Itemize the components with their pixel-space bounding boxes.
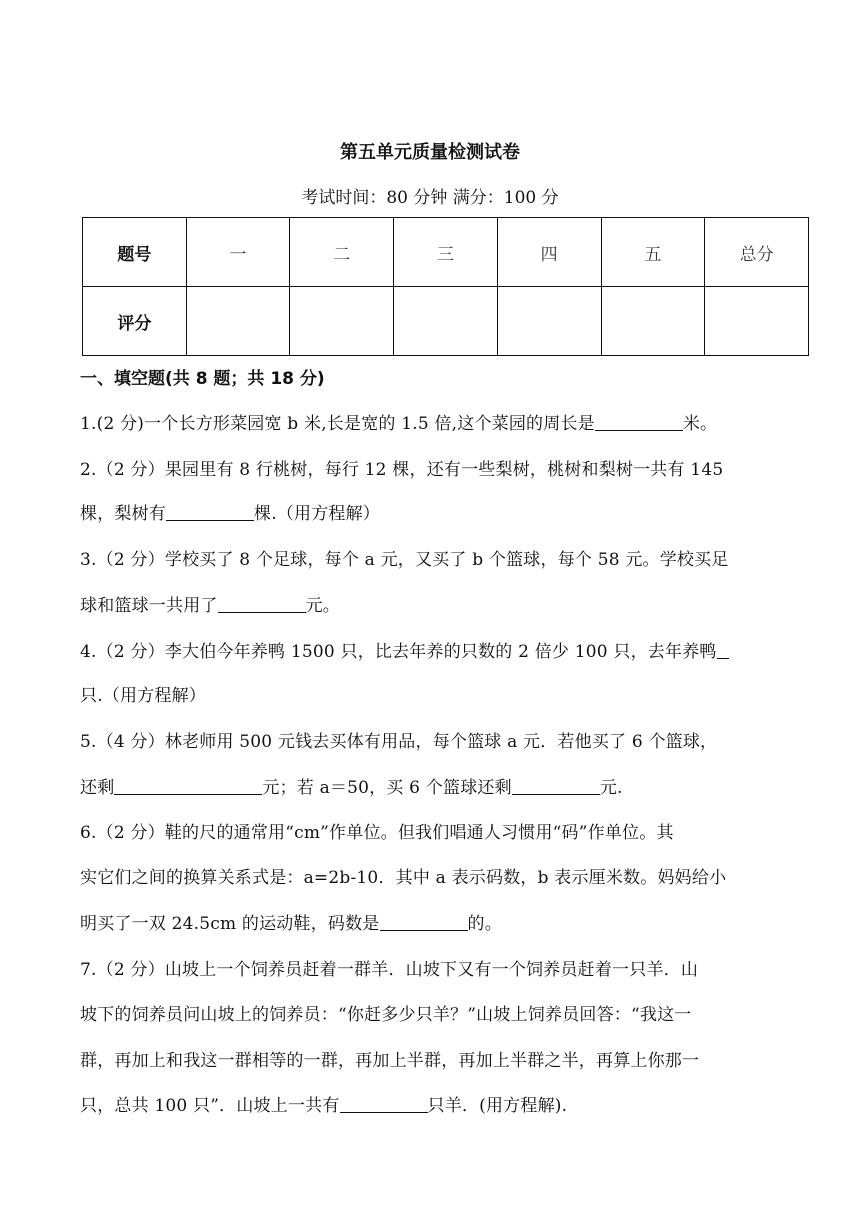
page-title: 第五单元质量检测试卷 (340, 142, 520, 163)
score-cell[interactable] (497, 287, 601, 356)
table-row (83, 287, 809, 356)
question-text: 只.（用方程解） (80, 686, 207, 706)
question-text: 还剩 (80, 778, 115, 798)
question-6-cont (80, 863, 726, 888)
answer-blank[interactable] (380, 912, 468, 931)
question-text: 棵，梨树有 (80, 504, 166, 524)
question-text: 3.（2 分）学校买了 8 个足球，每个 a 元，又买了 b 个篮球，每个 58 元。学校买足 (80, 550, 729, 570)
exam-info: 考试时间：80 分钟 满分：100 分 (301, 188, 559, 208)
table-header-cell: 一 (186, 218, 290, 287)
question-text: 1.(2 分)一个长方形菜园宽 b 米,长是宽的 1.5 倍,这个菜园的周长是 (80, 414, 595, 434)
question-text: 米。 (682, 414, 718, 434)
question-text: 元；若 a＝50，买 6 个篮球还剩 (262, 778, 512, 798)
question-text: 实它们之间的换算关系式是：a=2b-10．其中 a 表示码数，b 表示厘米数。妈妈给小 (80, 868, 727, 888)
score-cell[interactable] (601, 287, 705, 356)
question-4-cont (80, 681, 206, 706)
question-5 (80, 727, 717, 752)
section-heading: 一、填空题(共 8 题；共 18 分) (80, 369, 325, 389)
table-header-cell: 五 (601, 218, 705, 287)
score-cell[interactable] (394, 287, 498, 356)
question-text: 5.（4 分）林老师用 500 元钱去买体有用品，每个篮球 a 元．若他买了 6 个篮球， (80, 732, 718, 752)
answer-blank[interactable] (595, 412, 683, 431)
table-header-cell: 三 (394, 218, 498, 287)
table-header-cell: 四 (497, 218, 601, 287)
question-5-cont (80, 773, 623, 798)
question-3 (80, 545, 729, 570)
question-6-cont (80, 909, 502, 934)
question-6 (80, 818, 674, 843)
question-2 (80, 455, 723, 480)
answer-blank[interactable] (166, 502, 254, 521)
question-4 (80, 637, 729, 662)
table-row (83, 218, 809, 287)
question-3-cont (80, 591, 340, 616)
question-1 (80, 409, 717, 434)
score-table (82, 217, 809, 356)
question-7 (80, 955, 698, 980)
question-text: 群，再加上和我这一群相等的一群，再加上半群，再加上半群之半，再算上你那一 (80, 1051, 700, 1071)
question-2-cont (80, 499, 380, 524)
table-header-cell: 题号 (83, 218, 187, 287)
answer-blank[interactable] (218, 594, 306, 613)
question-text: 的。 (467, 914, 502, 934)
question-text: 棵.（用方程解） (254, 504, 381, 524)
table-header-cell: 二 (290, 218, 394, 287)
question-text: 元. (599, 778, 623, 798)
question-text: 球和篮球一共用了 (80, 596, 218, 616)
answer-blank[interactable] (717, 640, 729, 659)
question-text: 只羊．(用方程解). (427, 1096, 568, 1116)
question-text: 只，总共 100 只”．山坡上一共有 (80, 1096, 340, 1116)
score-cell[interactable] (705, 287, 809, 356)
question-text: 6.（2 分）鞋的尺的通常用“cm”作单位。但我们唱通人习惯用“码”作单位。其 (80, 823, 674, 843)
question-text: 7.（2 分）山坡上一个饲养员赶着一群羊．山坡下又有一个饲养员赶着一只羊．山 (80, 960, 699, 980)
question-text: 2.（2 分）果园里有 8 行桃树，每行 12 棵，还有一些梨树，桃树和梨树一共有 145 (80, 460, 724, 480)
answer-blank[interactable] (512, 776, 600, 795)
score-cell[interactable] (290, 287, 394, 356)
question-text: 4.（2 分）李大伯今年养鸭 1500 只，比去年养的只数的 2 倍少 100 只，去年养鸭 (80, 642, 717, 662)
table-header-cell: 总分 (705, 218, 809, 287)
question-7-cont (80, 1046, 699, 1071)
score-row-label: 评分 (83, 287, 187, 356)
question-7-cont (80, 1000, 691, 1025)
question-text: 明买了一双 24.5cm 的运动鞋，码数是 (80, 914, 380, 934)
question-text: 元。 (305, 596, 341, 616)
answer-blank[interactable] (114, 776, 262, 795)
answer-blank[interactable] (340, 1094, 428, 1113)
score-cell[interactable] (186, 287, 290, 356)
question-7-cont (80, 1091, 567, 1116)
question-text: 坡下的饲养员问山坡上的饲养员：“你赶多少只羊？”山坡上饲养员回答：“我这一 (80, 1005, 692, 1025)
